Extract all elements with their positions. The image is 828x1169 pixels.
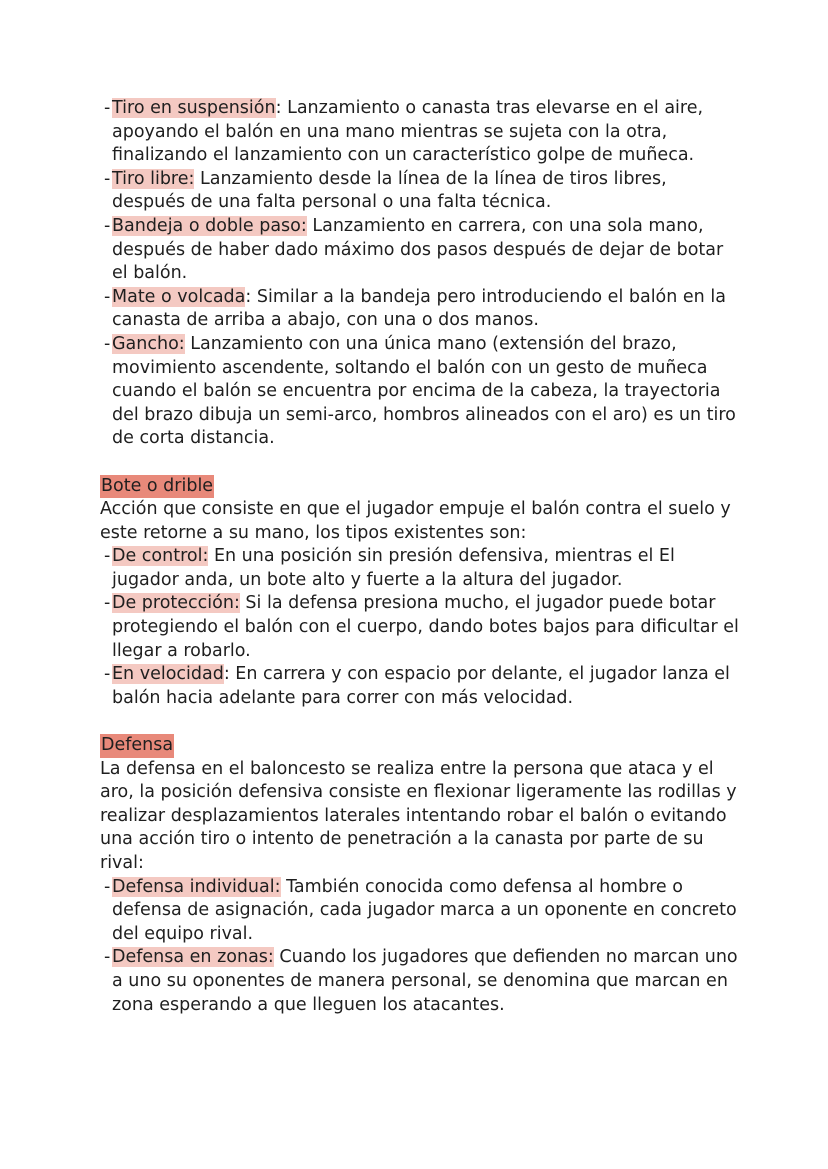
list-item-defensa-zonas xyxy=(100,946,740,1017)
section-heading: Defensa xyxy=(100,734,174,758)
term-highlight: Bandeja o doble paso: xyxy=(112,215,307,236)
item-text: Si la defensa presiona mucho, el jugador puede botar protegiendo el balón con el cuerpo, dando botes bajos para dificultar el llegar a robarlo. xyxy=(112,593,739,661)
list-dash: - xyxy=(104,215,111,236)
list-dash: - xyxy=(104,664,111,685)
term-highlight: Tiro en suspensión xyxy=(112,98,276,118)
item-text: Cuando los jugadores que defienden no marcan uno a uno su oponentes de manera personal, se denomina que marcan en zona esperando a que lleguen los atacantes. xyxy=(112,947,738,1015)
section-gap xyxy=(100,710,740,734)
term-highlight: En velocidad xyxy=(112,664,224,685)
section-intro: Acción que consiste en que el jugador empuje el balón contra el suelo y este retorne a su mano, los tipos existentes son: xyxy=(100,499,731,543)
list-dash: - xyxy=(104,593,111,614)
term-highlight: Defensa en zonas: xyxy=(112,947,274,968)
list-dash: - xyxy=(104,168,111,189)
list-item-en-velocidad xyxy=(100,663,740,710)
term-highlight: De control: xyxy=(112,546,209,567)
list-item-de-control xyxy=(100,545,740,592)
term-separator: : xyxy=(275,98,282,118)
term-highlight: Tiro libre: xyxy=(112,168,195,189)
list-dash: - xyxy=(104,546,111,567)
list-item-de-proteccion xyxy=(100,592,740,663)
list-item-tiro-libre xyxy=(100,168,740,215)
section-gap xyxy=(100,451,740,475)
item-text: Lanzamiento en carrera, con una sola mano, después de haber dado máximo dos pasos después de dejar de botar el balón. xyxy=(112,215,724,284)
list-item-defensa-individual xyxy=(100,876,740,947)
term-highlight: Gancho: xyxy=(112,333,185,354)
item-text: En carrera y con espacio por delante, el jugador lanza el balón hacia adelante para correr con más velocidad. xyxy=(112,664,730,708)
term-highlight: De protección: xyxy=(112,593,240,614)
section-defensa xyxy=(100,734,740,1017)
list-item-mate xyxy=(100,286,740,333)
term-highlight: Mate o volcada xyxy=(112,286,246,307)
list-item-tiro-suspension xyxy=(100,97,740,168)
term-separator: : xyxy=(223,664,230,685)
item-text: Lanzamiento con una única mano (extensión del brazo, movimiento ascendente, soltando el balón con un gesto de muñeca cuando el balón se encuentra por encima de la cabeza, la trayectoria del brazo dibuja un semi-arco, hombros alineados con el aro) es un tiro de corta distancia. xyxy=(112,333,736,449)
list-dash: - xyxy=(104,98,111,118)
list-dash: - xyxy=(104,333,111,354)
list-dash: - xyxy=(104,286,111,307)
section-bote xyxy=(100,475,740,711)
item-text: Lanzamiento desde la línea de la línea de tiros libres, después de una falta personal o una falta técnica. xyxy=(112,168,667,213)
item-text: En una posición sin presión defensiva, mientras el El jugador anda, un bote alto y fuerte a la altura del jugador. xyxy=(112,546,675,590)
term-separator: : xyxy=(245,286,252,307)
item-text: Similar a la bandeja pero introduciendo el balón en la canasta de arriba a abajo, con una o dos manos. xyxy=(112,286,726,331)
list-dash: - xyxy=(104,876,111,897)
term-highlight: Defensa individual: xyxy=(112,876,281,897)
item-text: Lanzamiento o canasta tras elevarse en el aire, apoyando el balón en una mano mientras se sujeta con la otra, finalizando el lanzamiento con un característico golpe de muñeca. xyxy=(112,98,704,166)
list-item-gancho xyxy=(100,333,740,451)
list-dash: - xyxy=(104,947,111,968)
item-text: También conocida como defensa al hombre o defensa de asignación, cada jugador marca a un oponente en concreto del equipo rival. xyxy=(112,876,737,944)
section-heading: Bote o drible xyxy=(100,475,214,499)
list-item-bandeja xyxy=(100,215,740,286)
document-content xyxy=(100,97,740,1017)
section-intro: La defensa en el baloncesto se realiza entre la persona que ataca y el aro, la posición defensiva consiste en flexionar ligeramente las rodillas y realizar desplazamientos laterales intentando robar el balón o evitando una acción tiro o intento de penetración a la canasta por parte de su rival: xyxy=(100,758,737,873)
